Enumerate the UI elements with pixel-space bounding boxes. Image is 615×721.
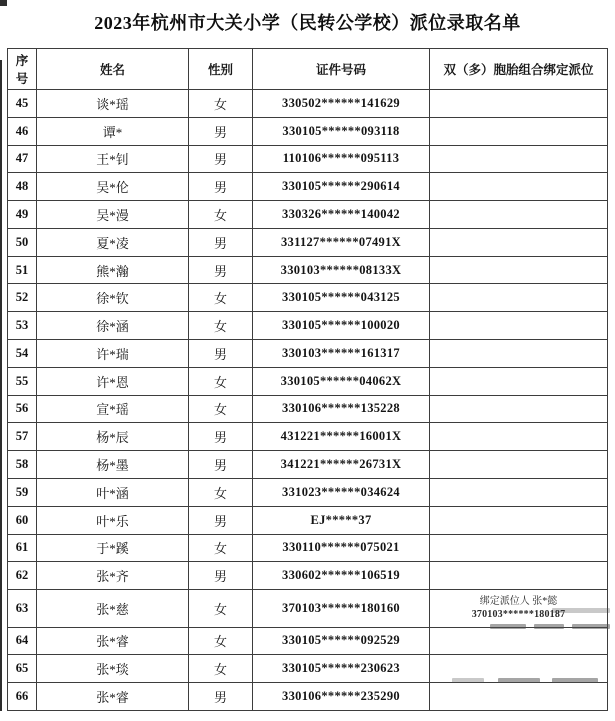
row-binding [430,627,608,655]
row-name: 张*琰 [37,655,189,683]
row-id: 370103******180160 [253,590,430,628]
row-id: 330105******290614 [253,173,430,201]
row-gender: 男 [189,340,253,368]
row-gender: 女 [189,627,253,655]
row-no: 64 [8,627,37,655]
row-no: 55 [8,367,37,395]
table-row [8,562,608,590]
row-binding [430,256,608,284]
row-name: 叶*乐 [37,506,189,534]
row-id: 330326******140042 [253,201,430,229]
watermark-smudge [534,624,564,629]
table-row [8,423,608,451]
row-id: 330106******135228 [253,395,430,423]
table-row [8,590,608,628]
row-no: 61 [8,534,37,562]
row-binding [430,340,608,368]
row-name: 徐*涵 [37,312,189,340]
row-binding [430,367,608,395]
row-binding [430,284,608,312]
header-no: 序号 [8,49,37,90]
row-gender: 男 [189,683,253,711]
row-binding [430,173,608,201]
table-row [8,683,608,711]
table-row [8,451,608,479]
row-binding [430,423,608,451]
watermark-smudge [452,678,484,683]
row-name: 宣*瑶 [37,395,189,423]
watermark-smudge [572,624,610,629]
row-no: 53 [8,312,37,340]
row-name: 王*钊 [37,145,189,173]
row-id: EJ*****37 [253,506,430,534]
row-no: 47 [8,145,37,173]
table-row [8,478,608,506]
row-id: 110106******095113 [253,145,430,173]
row-gender: 女 [189,367,253,395]
row-gender: 女 [189,534,253,562]
row-id: 341221******26731X [253,451,430,479]
row-id: 431221******16001X [253,423,430,451]
row-no: 63 [8,590,37,628]
row-gender: 女 [189,478,253,506]
table-row [8,173,608,201]
row-binding [430,90,608,118]
row-no: 48 [8,173,37,201]
row-id: 331023******034624 [253,478,430,506]
table-row [8,284,608,312]
row-id: 330105******230623 [253,655,430,683]
page-title: 2023年杭州市大关小学（民转公学校）派位录取名单 [94,13,521,33]
watermark-smudge [498,678,540,683]
row-no: 49 [8,201,37,229]
row-gender: 女 [189,590,253,628]
row-no: 60 [8,506,37,534]
row-no: 59 [8,478,37,506]
watermark-smudge [552,678,598,683]
row-id: 330105******092529 [253,627,430,655]
roster-table [7,48,608,711]
row-name: 张*慈 [37,590,189,628]
row-binding [430,478,608,506]
row-no: 57 [8,423,37,451]
row-name: 张*睿 [37,627,189,655]
row-binding [430,562,608,590]
table-row [8,145,608,173]
row-no: 54 [8,340,37,368]
row-name: 叶*涵 [37,478,189,506]
binding-person-line: 绑定派位人 张*懿 [479,596,558,608]
row-no: 52 [8,284,37,312]
row-id: 331127******07491X [253,228,430,256]
row-binding [430,451,608,479]
row-binding [430,312,608,340]
row-gender: 男 [189,506,253,534]
row-name: 杨*辰 [37,423,189,451]
header-binding: 双（多）胞胎组合绑定派位 [430,49,608,90]
row-binding [430,683,608,711]
row-binding [430,534,608,562]
row-gender: 女 [189,90,253,118]
watermark-smudge [552,608,610,613]
table-row [8,367,608,395]
row-gender: 男 [189,117,253,145]
row-id: 330110******075021 [253,534,430,562]
row-id: 330105******043125 [253,284,430,312]
row-gender: 女 [189,395,253,423]
row-id: 330105******093118 [253,117,430,145]
header-name: 姓名 [37,49,189,90]
table-row [8,312,608,340]
row-no: 45 [8,90,37,118]
row-gender: 男 [189,173,253,201]
row-name: 谭* [37,117,189,145]
table-row [8,340,608,368]
table-row [8,228,608,256]
row-no: 66 [8,683,37,711]
row-name: 熊*瀚 [37,256,189,284]
row-name: 吴*漫 [37,201,189,229]
row-binding [430,145,608,173]
row-id: 330602******106519 [253,562,430,590]
row-gender: 女 [189,655,253,683]
table-row [8,506,608,534]
row-binding [430,228,608,256]
row-gender: 男 [189,256,253,284]
row-no: 58 [8,451,37,479]
row-gender: 男 [189,451,253,479]
header-gender: 性别 [189,49,253,90]
table-row [8,90,608,118]
header-id: 证件号码 [253,49,430,90]
row-name: 于*蹊 [37,534,189,562]
page-corner-artifact [0,0,7,6]
row-name: 夏*凌 [37,228,189,256]
row-binding [430,395,608,423]
table-row [8,117,608,145]
row-no: 62 [8,562,37,590]
row-name: 谈*瑶 [37,90,189,118]
row-binding [430,506,608,534]
table-header-row [8,49,608,90]
table-body [8,49,608,711]
row-gender: 男 [189,228,253,256]
table-row [8,256,608,284]
row-binding [430,117,608,145]
row-no: 65 [8,655,37,683]
table-row [8,534,608,562]
row-id: 330103******08133X [253,256,430,284]
row-gender: 男 [189,562,253,590]
row-name: 杨*墨 [37,451,189,479]
row-id: 330502******141629 [253,90,430,118]
row-gender: 女 [189,312,253,340]
row-id: 330105******04062X [253,367,430,395]
table-row [8,395,608,423]
table-row [8,201,608,229]
watermark-smudge [490,624,526,629]
row-name: 许*瑞 [37,340,189,368]
row-binding [430,201,608,229]
table-row [8,627,608,655]
row-name: 吴*伦 [37,173,189,201]
row-id: 330106******235290 [253,683,430,711]
row-no: 51 [8,256,37,284]
row-gender: 男 [189,145,253,173]
row-name: 张*睿 [37,683,189,711]
row-gender: 女 [189,284,253,312]
page-edge-line [0,60,2,711]
row-name: 徐*钦 [37,284,189,312]
row-gender: 女 [189,201,253,229]
row-name: 许*恩 [37,367,189,395]
row-gender: 男 [189,423,253,451]
row-no: 50 [8,228,37,256]
row-no: 46 [8,117,37,145]
row-id: 330105******100020 [253,312,430,340]
row-name: 张*齐 [37,562,189,590]
row-id: 330103******161317 [253,340,430,368]
row-no: 56 [8,395,37,423]
binding-id-line: 370103******180187 [471,609,566,621]
